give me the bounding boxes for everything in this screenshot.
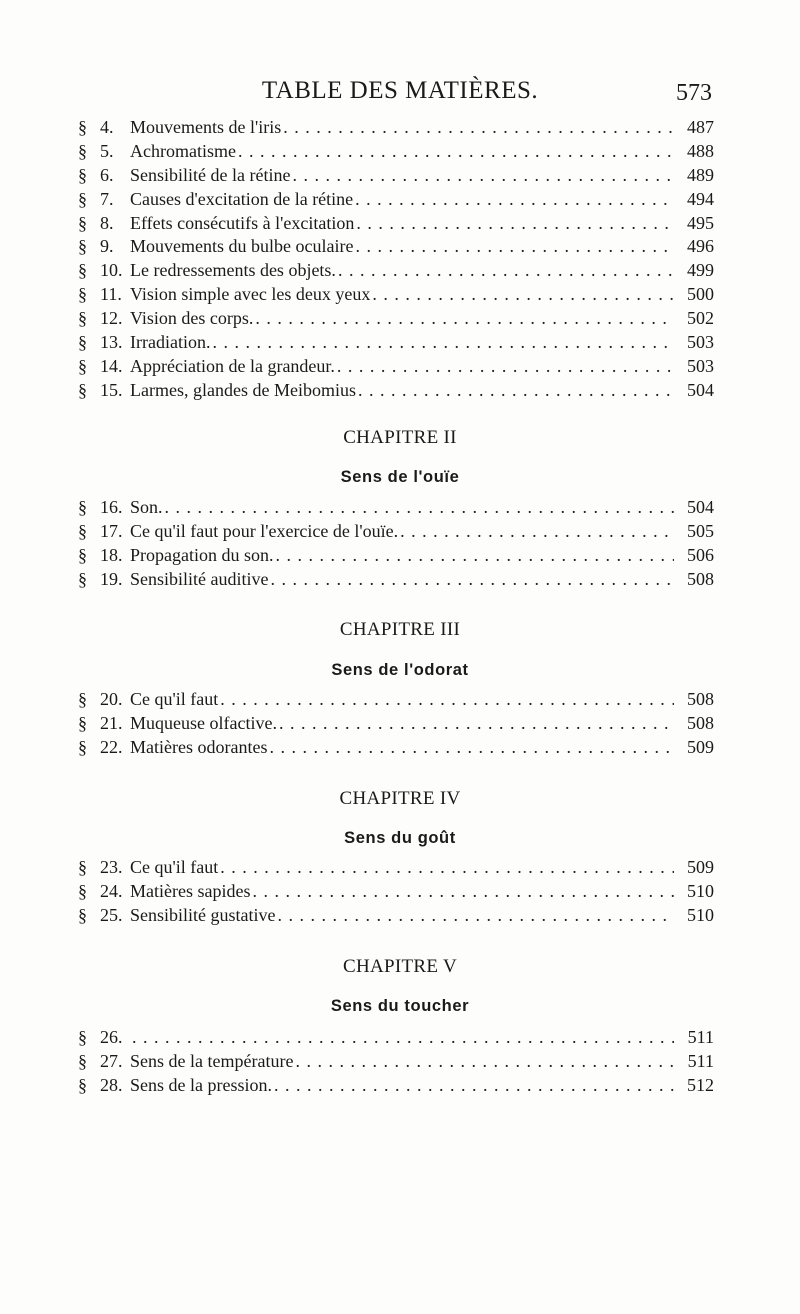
entry-number: 11. bbox=[100, 284, 122, 305]
chapter-heading: CHAPITRE IV bbox=[339, 788, 461, 809]
running-head bbox=[0, 76, 800, 106]
entry-page-number: 508 bbox=[687, 568, 714, 589]
entry-number: 9. bbox=[100, 236, 114, 257]
toc-entry bbox=[78, 856, 714, 880]
entry-number: 24. bbox=[100, 880, 123, 901]
dot-leader bbox=[279, 712, 674, 736]
entry-page-number: 510 bbox=[687, 904, 714, 925]
entry-title: Ce qu'il faut bbox=[130, 689, 219, 709]
dot-leader bbox=[220, 856, 674, 880]
entry-number: 28. bbox=[100, 1074, 123, 1095]
toc-entry bbox=[78, 355, 714, 379]
entry-title: Sensibilité auditive bbox=[130, 568, 269, 589]
section-symbol: § bbox=[78, 568, 87, 589]
section-symbol: § bbox=[78, 284, 87, 305]
entry-page-number: 512 bbox=[687, 1074, 714, 1095]
entry-page-number: 508 bbox=[687, 712, 714, 733]
entry-title: Irradiation. bbox=[130, 332, 211, 353]
toc-entry bbox=[78, 307, 714, 331]
entry-page-number: 499 bbox=[687, 260, 714, 281]
toc-entry bbox=[78, 688, 714, 712]
entry-title: Mouvements du bulbe oculaire bbox=[130, 236, 354, 257]
toc-entry bbox=[78, 140, 714, 164]
dot-leader bbox=[356, 212, 674, 236]
section-symbol: § bbox=[78, 188, 87, 209]
chapter-heading: CHAPITRE V bbox=[342, 956, 458, 977]
entry-page-number: 488 bbox=[687, 140, 714, 161]
entry-page-number: 506 bbox=[687, 544, 714, 565]
dot-leader bbox=[165, 496, 674, 520]
section-symbol: § bbox=[78, 689, 87, 709]
entry-page-number: 504 bbox=[687, 379, 714, 400]
entry-title: Larmes, glandes de Meibomius bbox=[130, 379, 356, 400]
toc-entry bbox=[78, 544, 714, 568]
toc-entry bbox=[78, 568, 714, 592]
entry-number: 12. bbox=[100, 308, 123, 329]
entry-number: 8. bbox=[100, 212, 114, 233]
dot-leader bbox=[238, 140, 674, 164]
chapter-subtitle: Sens de l'ouïe bbox=[340, 468, 460, 486]
toc-entry bbox=[78, 164, 714, 188]
toc-entry bbox=[78, 235, 714, 259]
chapter-heading: CHAPITRE III bbox=[339, 619, 461, 640]
section-symbol: § bbox=[78, 497, 87, 517]
dot-leader bbox=[355, 188, 674, 212]
toc-block-4 bbox=[78, 856, 714, 928]
entry-number: 26. bbox=[100, 1027, 123, 1047]
toc-entry bbox=[78, 1026, 714, 1050]
chapter-subtitle: Sens de l'odorat bbox=[331, 661, 469, 679]
toc-entry bbox=[78, 1050, 714, 1074]
toc-block-1 bbox=[78, 116, 714, 403]
entry-number: 23. bbox=[100, 857, 123, 877]
toc-block-2 bbox=[78, 496, 714, 592]
chapter-subtitle: Sens du toucher bbox=[330, 997, 470, 1015]
entry-page-number: 487 bbox=[687, 117, 714, 137]
entry-number: 4. bbox=[100, 117, 114, 137]
chapter-heading: CHAPITRE II bbox=[343, 427, 457, 448]
entry-number: 6. bbox=[100, 164, 114, 185]
entry-title: Vision simple avec les deux yeux bbox=[130, 284, 371, 305]
page-number: 573 bbox=[676, 80, 712, 106]
dot-leader bbox=[276, 544, 675, 568]
section-symbol: § bbox=[78, 712, 87, 733]
entry-title: Vision des corps. bbox=[130, 308, 254, 329]
section-symbol: § bbox=[78, 1050, 87, 1071]
dot-leader bbox=[337, 355, 674, 379]
toc-entry bbox=[78, 116, 714, 140]
section-symbol: § bbox=[78, 1074, 87, 1095]
entry-title: Sens de la température bbox=[130, 1050, 294, 1071]
dot-leader bbox=[295, 1050, 674, 1074]
entry-page-number: 505 bbox=[687, 520, 714, 541]
dot-leader bbox=[292, 164, 674, 188]
toc-block-3 bbox=[78, 688, 714, 760]
entry-number: 17. bbox=[100, 520, 123, 541]
dot-leader bbox=[132, 1026, 674, 1050]
entry-title: Mouvements de l'iris bbox=[130, 117, 282, 137]
section-symbol: § bbox=[78, 1027, 87, 1047]
entry-title: Sensibilité de la rétine bbox=[130, 164, 291, 185]
entry-title: Matières sapides bbox=[130, 880, 251, 901]
entry-number: 22. bbox=[100, 736, 123, 757]
entry-number: 5. bbox=[100, 140, 114, 161]
entry-title: Propagation du son. bbox=[130, 544, 274, 565]
toc-entry bbox=[78, 520, 714, 544]
entry-title: Le redressements des objets. bbox=[130, 260, 336, 281]
toc-entry bbox=[78, 904, 714, 928]
entry-number: 13. bbox=[100, 332, 123, 353]
section-symbol: § bbox=[78, 212, 87, 233]
entry-page-number: 504 bbox=[687, 497, 714, 517]
toc-entry bbox=[78, 259, 714, 283]
entry-page-number: 510 bbox=[687, 880, 714, 901]
dot-leader bbox=[400, 520, 674, 544]
dot-leader bbox=[372, 283, 674, 307]
entry-number: 14. bbox=[100, 355, 123, 376]
dot-leader bbox=[269, 736, 674, 760]
toc-entry bbox=[78, 212, 714, 236]
entry-page-number: 500 bbox=[687, 284, 714, 305]
chapter-subtitle: Sens du goût bbox=[344, 829, 456, 847]
entry-number: 15. bbox=[100, 379, 123, 400]
entry-page-number: 495 bbox=[687, 212, 714, 233]
entry-title: Sensibilité gustative bbox=[130, 904, 276, 925]
section-symbol: § bbox=[78, 379, 87, 400]
toc-entry bbox=[78, 379, 714, 403]
dot-leader bbox=[358, 379, 674, 403]
toc-entry bbox=[78, 1074, 714, 1098]
dot-leader bbox=[283, 116, 674, 140]
entry-page-number: 502 bbox=[687, 308, 714, 329]
section-symbol: § bbox=[78, 544, 87, 565]
section-symbol: § bbox=[78, 236, 87, 257]
entry-page-number: 503 bbox=[687, 332, 714, 353]
entry-title: Appréciation de la grandeur. bbox=[130, 355, 335, 376]
entry-title: Son. bbox=[130, 497, 163, 517]
entry-page-number: 511 bbox=[687, 1027, 714, 1047]
section-symbol: § bbox=[78, 857, 87, 877]
section-symbol: § bbox=[78, 117, 87, 137]
section-symbol: § bbox=[78, 260, 87, 281]
toc-entry bbox=[78, 736, 714, 760]
dot-leader bbox=[270, 568, 674, 592]
entry-number: 10. bbox=[100, 260, 123, 281]
entry-title: Sens de la pression. bbox=[130, 1074, 272, 1095]
entry-number: 27. bbox=[100, 1050, 123, 1071]
entry-number: 25. bbox=[100, 904, 123, 925]
section-symbol: § bbox=[78, 904, 87, 925]
entry-title: Effets consécutifs à l'excitation bbox=[130, 212, 355, 233]
toc-entry bbox=[78, 712, 714, 736]
entry-page-number: 503 bbox=[687, 355, 714, 376]
entry-page-number: 509 bbox=[687, 736, 714, 757]
entry-title: Ce qu'il faut pour l'exercice de l'ouïe. bbox=[130, 520, 399, 541]
section-symbol: § bbox=[78, 164, 87, 185]
entry-page-number: 489 bbox=[687, 164, 714, 185]
section-symbol: § bbox=[78, 140, 87, 161]
entry-number: 7. bbox=[100, 188, 114, 209]
dot-leader bbox=[252, 880, 674, 904]
dot-leader bbox=[255, 307, 674, 331]
dot-leader bbox=[338, 259, 674, 283]
entry-title: Achromatisme bbox=[130, 140, 236, 161]
toc-entry bbox=[78, 188, 714, 212]
entry-number: 21. bbox=[100, 712, 123, 733]
dot-leader bbox=[212, 331, 674, 355]
entry-title: Causes d'excitation de la rétine bbox=[130, 188, 354, 209]
entry-title: Ce qu'il faut bbox=[130, 857, 219, 877]
section-symbol: § bbox=[78, 520, 87, 541]
entry-number: 19. bbox=[100, 568, 123, 589]
section-symbol: § bbox=[78, 880, 87, 901]
entry-page-number: 496 bbox=[687, 236, 714, 257]
toc-entry bbox=[78, 331, 714, 355]
section-symbol: § bbox=[78, 332, 87, 353]
entry-page-number: 511 bbox=[687, 1050, 714, 1071]
dot-leader bbox=[355, 235, 674, 259]
toc-entry bbox=[78, 283, 714, 307]
running-title: TABLE DES MATIÈRES. bbox=[261, 77, 539, 104]
section-symbol: § bbox=[78, 355, 87, 376]
entry-number: 20. bbox=[100, 689, 123, 709]
entry-page-number: 509 bbox=[687, 857, 714, 877]
dot-leader bbox=[278, 904, 675, 928]
entry-page-number: 494 bbox=[687, 188, 714, 209]
entry-page-number: 508 bbox=[687, 689, 714, 709]
toc-block-5 bbox=[78, 1026, 714, 1098]
entry-number: 16. bbox=[100, 497, 123, 517]
toc-entry bbox=[78, 880, 714, 904]
toc-entry bbox=[78, 496, 714, 520]
section-symbol: § bbox=[78, 736, 87, 757]
entry-title: Matières odorantes bbox=[130, 736, 268, 757]
dot-leader bbox=[220, 688, 674, 712]
section-symbol: § bbox=[78, 308, 87, 329]
dot-leader bbox=[274, 1074, 674, 1098]
entry-number: 18. bbox=[100, 544, 123, 565]
entry-title: Muqueuse olfactive. bbox=[130, 712, 277, 733]
